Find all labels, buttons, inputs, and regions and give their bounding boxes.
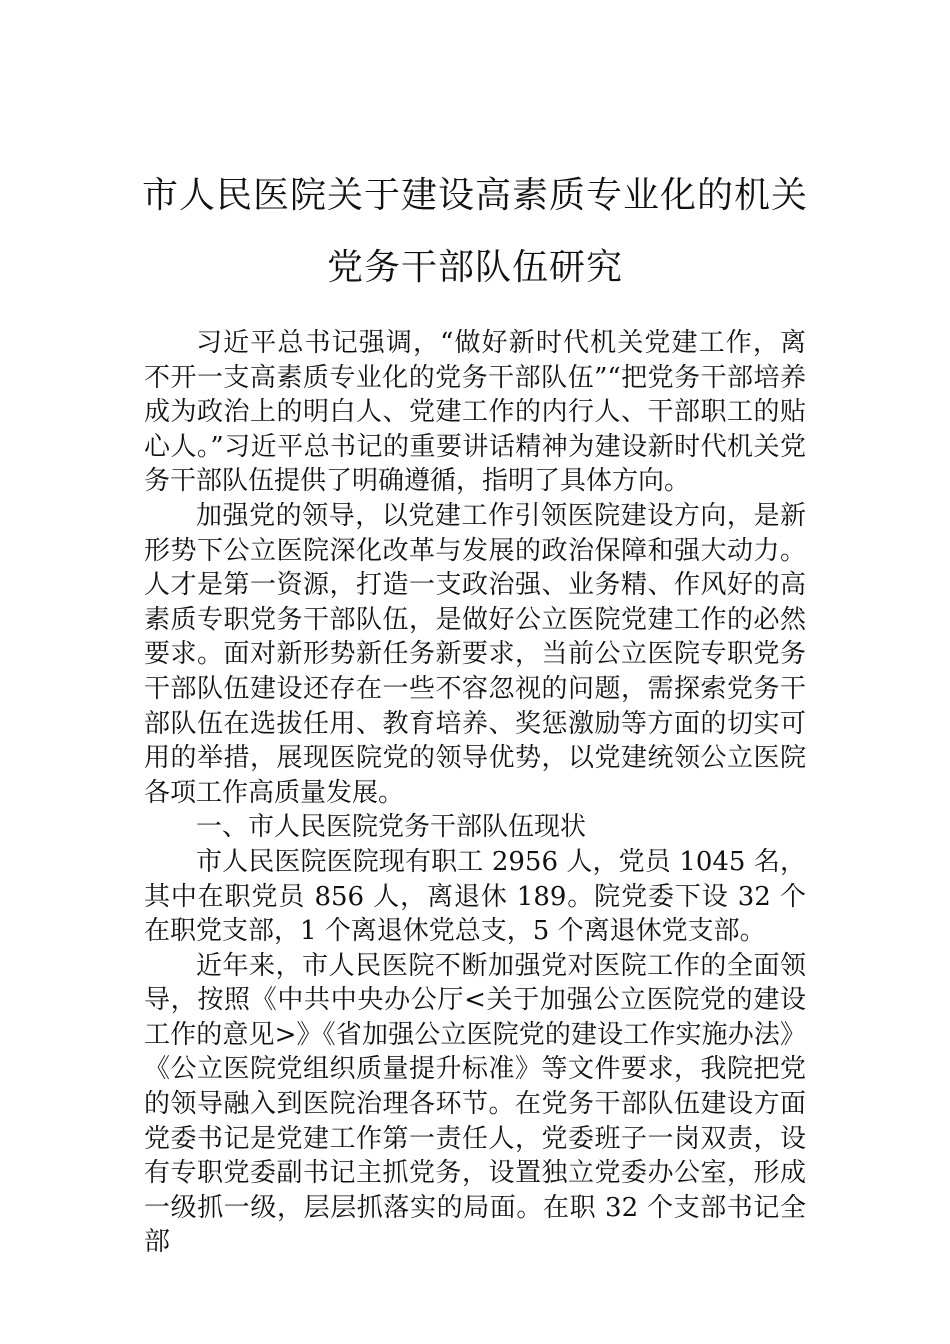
section-heading-1: 一、市人民医院党务干部队伍现状	[196, 812, 587, 843]
title-line-1: 市人民医院关于建设高素质专业化的机关	[141, 175, 808, 216]
document-title	[130, 160, 820, 304]
paragraph-intro: 习近平总书记强调，“做好新时代机关党建工作，离不开一支高素质专业化的党务干部队伍”“把党务干部培养成为政治上的明白人、党建工作的内行人、干部职工的贴心人。”习近平总书记的重要讲话精神为建设新时代机关党务干部队伍提供了明确遵循，指明了具体方向。	[144, 328, 806, 497]
paragraph-recent-years: 近年来，市人民医院不断加强党对医院工作的全面领导，按照《中共中央办公厅<关于加强公立医院党的建设工作的意见>》《省加强公立医院党的建设工作实施办法》《公立医院党组织质量提升标准》等文件要求，我院把党的领导融入到医院治理各环节。在党务干部队伍建设方面党委书记是党建工作第一责任人，党委班子一岗双责，设有专职党委副书记主抓党务，设置独立党委办公室，形成一级抓一级，层层抓落实的局面。在职 32 个支部书记全部	[144, 950, 806, 1258]
paragraph-leadership: 加强党的领导，以党建工作引领医院建设方向，是新形势下公立医院深化改革与发展的政治保障和强大动力。人才是第一资源，打造一支政治强、业务精、作风好的高素质专职党务干部队伍，是做好公立医院党建工作的必然要求。面对新形势新任务新要求，当前公立医院专职党务干部队伍建设还存在一些不容忽视的问题，需探索党务干部队伍在选拔任用、教育培养、奖惩激励等方面的切实可用的举措，展现医院党的领导优势，以党建统领公立医院各项工作高质量发展。	[144, 500, 806, 808]
document-body	[144, 326, 806, 1260]
paragraph-staff-stats: 市人民医院医院现有职工 2956 人，党员 1045 名，其中在职党员 856 人，离退休 189。院党委下设 32 个在职党支部，1 个离退休党总支，5 个离退休党支部。	[144, 846, 806, 947]
title-line-2: 党务干部队伍研究	[326, 247, 623, 288]
